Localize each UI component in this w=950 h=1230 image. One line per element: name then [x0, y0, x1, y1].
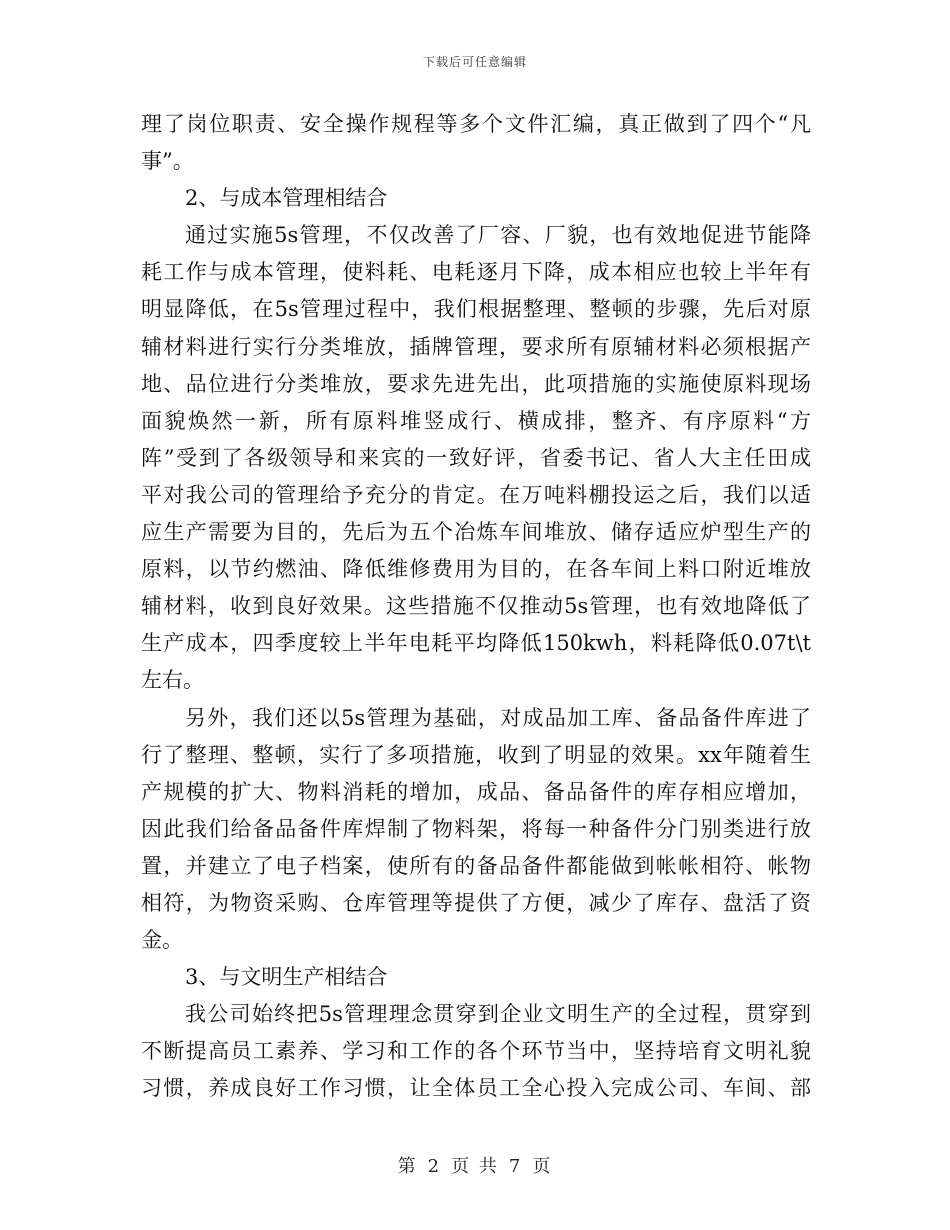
- text-line: 辅材料，收到良好效果。这些措施不仅推动5s管理，也有效地降低了: [141, 594, 811, 619]
- text-line: 产规模的扩大、物料消耗的增加，成品、备品备件的库存相应增加，: [141, 779, 811, 804]
- footer-prefix: 第: [397, 1156, 418, 1177]
- text-line: 原料，以节约燃油、降低维修费用为目的，在各车间上料口附近堆放: [141, 557, 811, 582]
- text-line: 行了整理、整顿，实行了多项措施，收到了明显的效果。xx年随着生: [141, 742, 811, 767]
- text-line: 耗工作与成本管理，使料耗、电耗逐月下降，成本相应也较上半年有: [141, 260, 811, 285]
- text-line: 阵”受到了各级领导和来宾的一致好评，省委书记、省人大主任田成: [141, 445, 811, 470]
- footer-page-number: 2: [427, 1156, 442, 1177]
- text-line: 通过实施5s管理，不仅改善了厂容、厂貌，也有效地促进节能降: [185, 223, 811, 248]
- text-line: 3、与文明生产相结合: [185, 965, 388, 990]
- text-line: 2、与成本管理相结合: [185, 186, 388, 211]
- text-line: 生产成本，四季度较上半年电耗平均降低150kwh，料耗降低0.07t\t: [141, 631, 811, 656]
- text-line: 事”。: [141, 149, 194, 174]
- text-line: 因此我们给备品备件库焊制了物料架，将每一种备件分门别类进行放: [141, 816, 811, 841]
- text-line: 我公司始终把5s管理理念贯穿到企业文明生产的全过程，贯穿到: [185, 1002, 811, 1027]
- text-line: 明显降低，在5s管理过程中，我们根据整理、整顿的步骤，先后对原: [141, 297, 811, 322]
- text-line: 左右。: [141, 668, 204, 693]
- footer-middle: 页 共: [451, 1156, 499, 1177]
- text-line: 习惯，养成良好工作习惯，让全体员工全心投入完成公司、车间、部: [141, 1076, 811, 1101]
- text-line: 不断提高员工素养、学习和工作的各个环节当中，坚持培育文明礼貌: [141, 1039, 811, 1064]
- text-line: 另外，我们还以5s管理为基础，对成品加工库、备品备件库进了: [185, 705, 811, 730]
- document-body: [141, 106, 811, 1108]
- text-line: 置，并建立了电子档案，使所有的备品备件都能做到帐帐相符、帐物: [141, 853, 811, 878]
- text-line: 理了岗位职责、安全操作规程等多个文件汇编，真正做到了四个“凡: [141, 112, 811, 136]
- text-line: 金。: [141, 928, 183, 953]
- text-line: 地、品位进行分类堆放，要求先进先出，此项措施的实施使原料现场: [141, 371, 811, 396]
- text-line: 辅材料进行实行分类堆放，插牌管理，要求所有原辅材料必须根据产: [141, 334, 811, 359]
- page-footer: [0, 1152, 950, 1178]
- page-header-note: 下载后可任意编辑: [422, 55, 527, 69]
- footer-total-pages: 7: [508, 1156, 523, 1177]
- text-line: 相符，为物资采购、仓库管理等提供了方便，减少了库存、盘活了资: [141, 890, 811, 915]
- text-line: 应生产需要为目的，先后为五个冶炼车间堆放、储存适应炉型生产的: [141, 520, 811, 545]
- footer-suffix: 页: [532, 1156, 553, 1177]
- text-line: 平对我公司的管理给予充分的肯定。在万吨料棚投运之后，我们以适: [141, 482, 811, 507]
- text-line: 面貌焕然一新，所有原料堆竖成行、横成排，整齐、有序原料“方: [141, 408, 811, 433]
